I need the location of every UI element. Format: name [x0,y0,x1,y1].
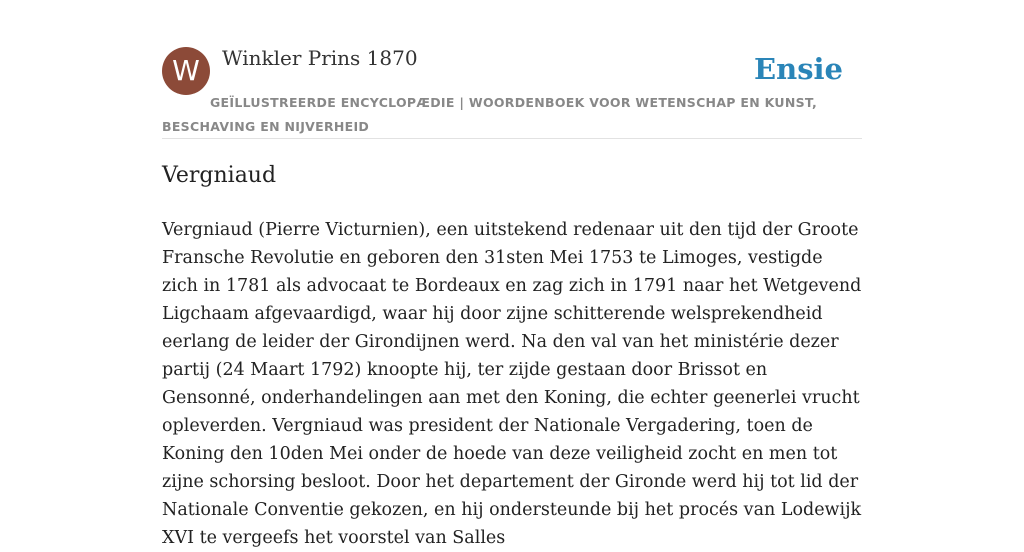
site-subtitle: GEÏLLUSTREERDE ENCYCLOPÆDIE | WOORDENBOEK VOOR WETENSCHAP EN KUNST, BESCHAVING EN NIJVERHEID [162,95,818,134]
avatar[interactable]: W [162,47,210,95]
article-title: Vergniaud [162,163,277,188]
article-body: Vergniaud (Pierre Victurnien), een uitstekend redenaar uit den tijd der Groote Fransche Revolutie en geboren den 31sten Mei 1753 te Limoges, vestigde zich in 1781 als advocaat te Bordeaux en zag zich in 1791 naar het Wetgevend Ligchaam afgevaardigd, waar hij door zijne schitterende welsprekendheid eerlang de leider der Girondijnen werd. Na den val van het ministérie dezer partij (24 Maart 1792) knoopte hij, ter zijde gestaan door Brissot en Gensonné, onderhandelingen aan met den Koning, die echter geenerlei vrucht opleverden. Vergniaud was president der Nationale Vergadering, toen de Koning den 10den Mei onder de hoede van deze veiligheid zocht en men tot zijne schorsing besloot. Door het departement der Gironde werd hij tot lid der Nationale Conventie gekozen, en hij ondersteunde bij het procés van Lodewijk XVI te vergeefs het voorstel van Salles [162,220,862,548]
header-divider [162,138,862,139]
brand-logo[interactable]: Ensie [754,52,843,86]
site-title[interactable]: Winkler Prins 1870 [222,46,418,70]
